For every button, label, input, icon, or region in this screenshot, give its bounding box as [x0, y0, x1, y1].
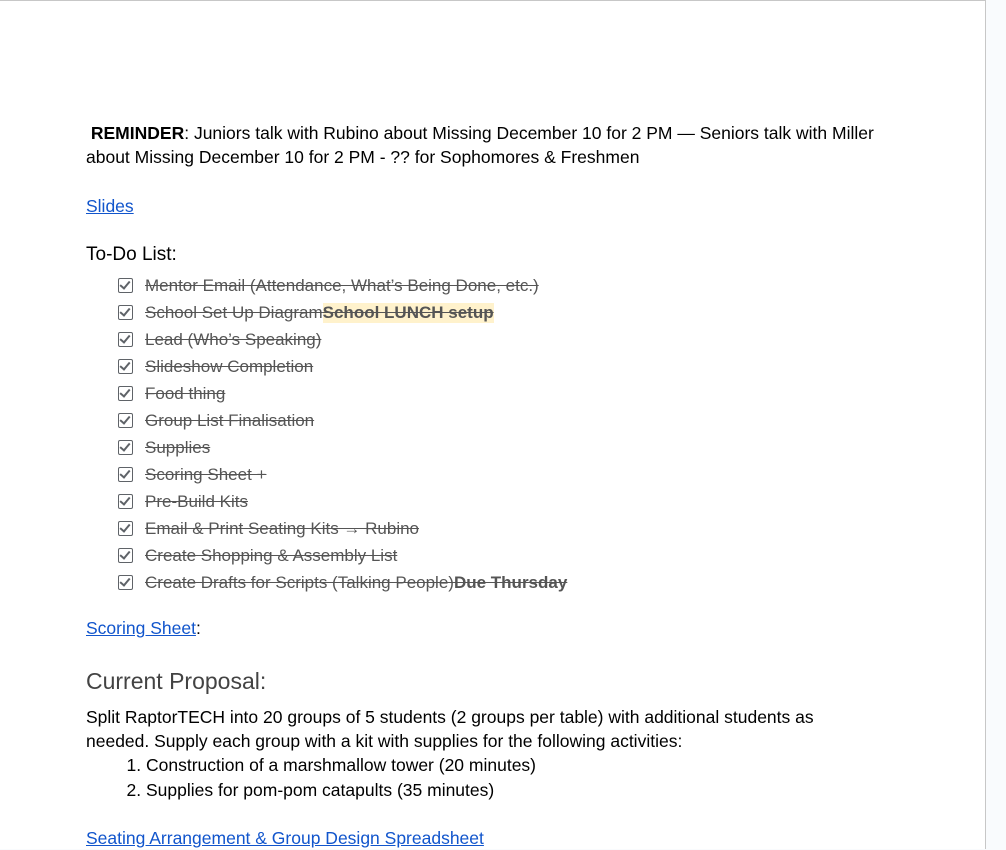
- todo-item: Group List Finalisation: [118, 407, 567, 434]
- highlighted-note: School LUNCH setup: [322, 302, 494, 322]
- list-item: 2. Supplies for pom-pom catapults (35 minutes): [146, 778, 536, 803]
- checkbox-checked-icon[interactable]: [118, 332, 133, 347]
- todo-list: [118, 272, 567, 596]
- proposal-text: Split RaptorTECH into 20 groups of 5 students (2 groups per table) with additional students as needed. Supply each group with a kit with supplies for the following activities:: [86, 707, 814, 751]
- checkbox-checked-icon[interactable]: [118, 440, 133, 455]
- todo-item: Create Drafts for Scripts (Talking People) Due Thursday: [118, 569, 567, 596]
- reminder-text: : Juniors talk with Rubino about Missing December 10 for 2 PM — Seniors talk with Miller about Missing December 10 for 2 PM - ?? for Sophomores & Freshmen: [86, 123, 874, 167]
- checkbox-checked-icon[interactable]: [118, 305, 133, 320]
- todo-item: Slideshow Completion: [118, 353, 567, 380]
- reminder-paragraph: [86, 121, 886, 169]
- checkbox-checked-icon[interactable]: [118, 413, 133, 428]
- todo-item: Mentor Email (Attendance, What’s Being Done, etc.): [118, 272, 567, 299]
- activity-list: [86, 753, 536, 803]
- todo-item: Email & Print Seating Kits → Rubino: [118, 515, 567, 542]
- checkbox-checked-icon[interactable]: [118, 278, 133, 293]
- proposal-heading: Current Proposal:: [86, 668, 267, 694]
- checkbox-checked-icon[interactable]: [118, 494, 133, 509]
- list-item: 1. Construction of a marshmallow tower (20 minutes): [146, 753, 536, 778]
- scoring-sheet-link[interactable]: Scoring Sheet: [86, 618, 196, 638]
- todo-item: Supplies: [118, 434, 567, 461]
- checkbox-checked-icon[interactable]: [118, 467, 133, 482]
- todo-item: Lead (Who’s Speaking): [118, 326, 567, 353]
- checkbox-checked-icon[interactable]: [118, 521, 133, 536]
- todo-item: Scoring Sheet +: [118, 461, 567, 488]
- seating-spreadsheet-link[interactable]: Seating Arrangement & Group Design Spreadsheet: [86, 828, 484, 848]
- colon: :: [195, 618, 201, 638]
- todo-item: School Set Up Diagram School LUNCH setup: [118, 299, 567, 326]
- todo-item: Food thing: [118, 380, 567, 407]
- checkbox-checked-icon[interactable]: [118, 548, 133, 563]
- due-note: Due Thursday: [453, 572, 568, 592]
- todo-item: Create Shopping & Assembly List: [118, 542, 567, 569]
- reminder-label: REMINDER: [90, 123, 185, 143]
- checkbox-checked-icon[interactable]: [118, 359, 133, 374]
- todo-item: Pre-Build Kits: [118, 488, 567, 515]
- checkbox-checked-icon[interactable]: [118, 575, 133, 590]
- slides-link[interactable]: Slides: [86, 196, 134, 216]
- todo-heading: To-Do List:: [86, 244, 177, 265]
- checkbox-checked-icon[interactable]: [118, 386, 133, 401]
